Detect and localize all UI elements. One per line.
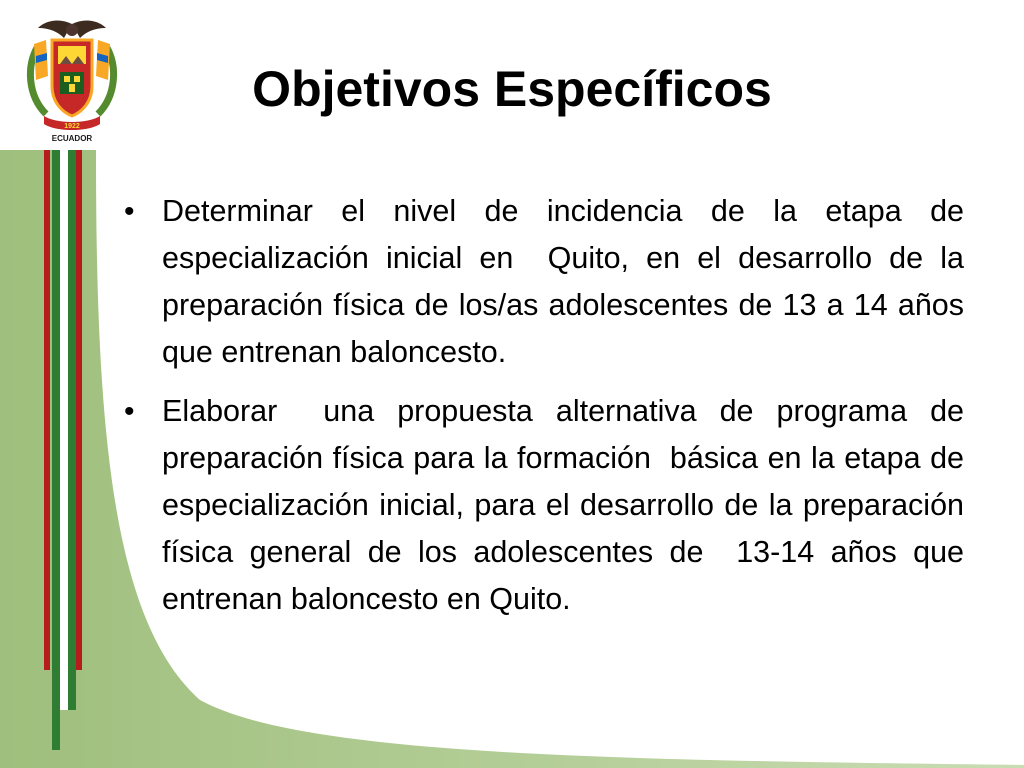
bullet-text-1: Determinar el nivel de incidencia de la etapa de especialización inicial en Quito, en el desarrollo de la preparación física de los/as adolescentes de 13 a 14 años que entrenan baloncesto. [162, 194, 973, 369]
logo-year: 1922 [64, 123, 80, 130]
stripe-green-right [68, 150, 76, 710]
bullet-list [118, 188, 973, 635]
stripe-red-left [44, 150, 50, 670]
bullet-marker: • [124, 195, 135, 228]
stripe-red-right [76, 150, 82, 670]
coat-of-arms-icon [16, 16, 128, 144]
bullet-item-2 [118, 388, 973, 623]
stripe-green-left [52, 150, 60, 750]
logo-country: ECUADOR [51, 134, 93, 143]
stripe-white [60, 150, 68, 710]
bullet-item-1 [118, 188, 973, 376]
bullet-text-2: Elaborar una propuesta alternativa de programa de preparación física para la formación básica en la etapa de especialización inicial, para el desarrollo de la preparación física general de los adolescentes de 13-14 años que entrenan baloncesto en Quito. [162, 394, 973, 616]
slide-title: Objetivos Específicos [252, 61, 772, 117]
bullet-marker: • [124, 395, 135, 428]
